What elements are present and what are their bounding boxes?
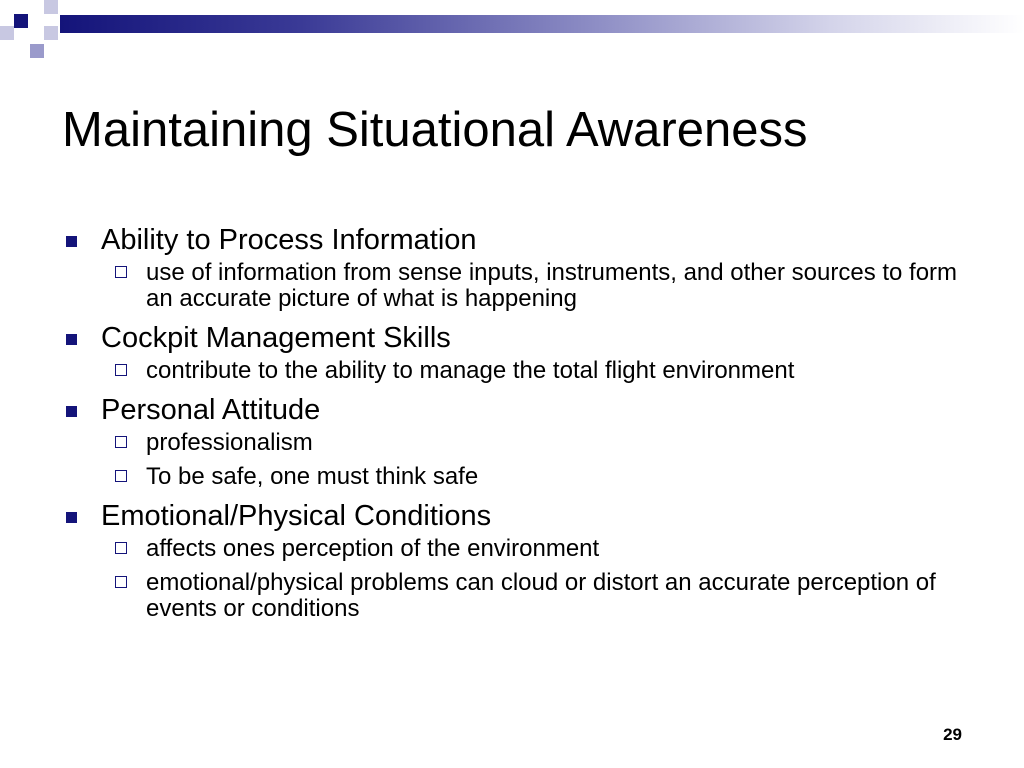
sub-bullet-list [101,536,960,622]
header-square-light [44,0,58,14]
hollow-square-bullet-icon [115,436,127,448]
sub-bullet-item [101,464,960,490]
bullet-text: Personal Attitude [101,394,321,426]
header-gradient-bar [60,15,1024,33]
hollow-square-bullet-icon [115,470,127,482]
hollow-square-bullet-icon [115,576,127,588]
bullet-text: Emotional/Physical Conditions [101,500,492,532]
bullet-list [60,222,960,622]
square-bullet-icon [66,512,77,523]
sub-bullet-item [101,570,960,622]
sub-bullet-list [101,260,960,312]
header-square-mid [30,44,44,58]
sub-bullet-item [101,260,960,312]
sub-bullet-text: affects ones perception of the environment [146,535,600,562]
sub-bullet-text: use of information from sense inputs, instruments, and other sources to form an accurate picture of what is happening [146,259,958,312]
sub-bullet-list [101,358,960,384]
bullet-text: Cockpit Management Skills [101,322,451,354]
header-square-light [44,26,58,40]
square-bullet-icon [66,334,77,345]
bullet-text: Ability to Process Information [101,224,477,256]
hollow-square-bullet-icon [115,364,127,376]
bullet-item [60,498,960,622]
header-square-dark [14,14,28,28]
bullet-item [60,320,960,384]
bullet-item [60,222,960,312]
sub-bullet-item [101,536,960,562]
square-bullet-icon [66,236,77,247]
hollow-square-bullet-icon [115,266,127,278]
sub-bullet-item [101,358,960,384]
hollow-square-bullet-icon [115,542,127,554]
sub-bullet-text: professionalism [146,429,313,456]
header-square-light [0,26,14,40]
sub-bullet-text: contribute to the ability to manage the total flight environment [146,357,795,384]
square-bullet-icon [66,406,77,417]
sub-bullet-text: To be safe, one must think safe [146,463,479,490]
page-number: 29 [943,725,962,744]
sub-bullet-list [101,430,960,490]
bullet-item [60,392,960,490]
slide-title: Maintaining Situational Awareness [62,103,808,157]
sub-bullet-item [101,430,960,456]
sub-bullet-text: emotional/physical problems can cloud or distort an accurate perception of events or conditions [146,569,936,622]
